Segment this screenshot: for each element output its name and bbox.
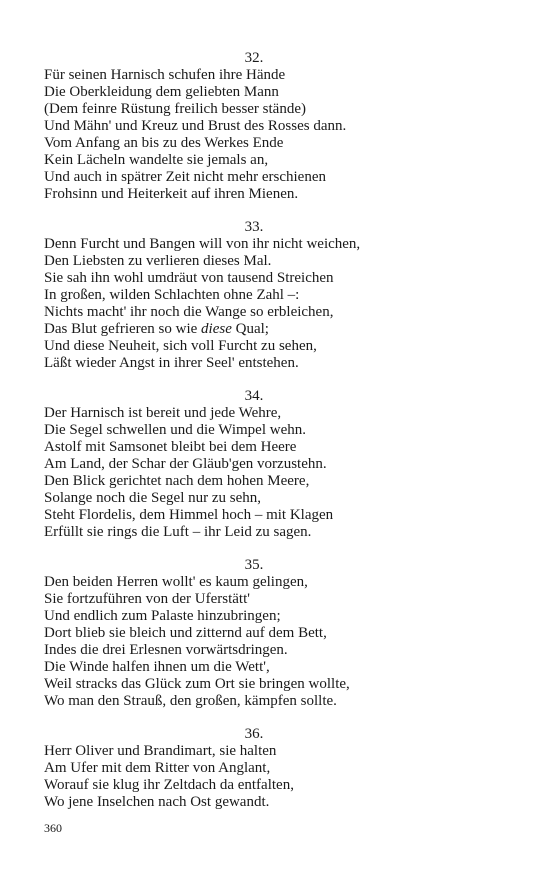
verse-line: Der Harnisch ist bereit und jede Wehre, [44, 405, 282, 421]
verse-line: Den beiden Herren wollt' es kaum gelingen, [44, 574, 308, 590]
stanza-36 [44, 726, 464, 811]
emphasized-word: diese [201, 321, 232, 337]
verse-line: Wo man den Strauß, den großen, kämpfen sollte. [44, 693, 337, 709]
verse-line: Worauf sie klug ihr Zeltdach da entfalten, [44, 777, 294, 793]
verse-line: Am Land, der Schar der Gläub'gen vorzustehn. [44, 456, 327, 472]
verse-line: Solange noch die Segel nur zu sehn, [44, 490, 262, 506]
verse-line: Indes die drei Erlesnen vorwärtsdringen. [44, 642, 288, 658]
stanza-32 [44, 50, 464, 203]
verse-line: Die Oberkleidung dem geliebten Mann [44, 84, 279, 100]
verse-line: Steht Flordelis, dem Himmel hoch – mit Klagen [44, 507, 334, 523]
verse-line: In großen, wilden Schlachten ohne Zahl –: [44, 287, 300, 303]
verse-line: Den Liebsten zu verlieren dieses Mal. [44, 253, 272, 269]
stanza-33 [44, 219, 464, 372]
page-body [44, 50, 464, 827]
verse-line-tail: Qual; [231, 321, 269, 337]
verse-line: Die Winde halfen ihnen um die Wett', [44, 659, 270, 675]
verse-line: Und endlich zum Palaste hinzubringen; [44, 608, 281, 624]
verse-line: Wo jene Inselchen nach Ost gewandt. [44, 794, 270, 810]
verse-line: Weil stracks das Glück zum Ort sie bringen wollte, [44, 676, 350, 692]
verse-line: Und Mähn' und Kreuz und Brust des Rosses dann. [44, 118, 347, 134]
verse-line-with-emphasis [44, 321, 464, 338]
stanza-number: 33. [244, 219, 264, 235]
page-number: 360 [44, 821, 62, 835]
verse-line: (Dem feinre Rüstung freilich besser stände) [44, 101, 306, 117]
verse-line: Denn Furcht und Bangen will von ihr nicht weichen, [44, 236, 361, 252]
verse-line: Dort blieb sie bleich und zitternd auf dem Bett, [44, 625, 327, 641]
verse-line: Am Ufer mit dem Ritter von Anglant, [44, 760, 271, 776]
stanza-number: 35. [244, 557, 264, 573]
verse-line: Läßt wieder Angst in ihrer Seel' entstehen. [44, 355, 299, 371]
stanza-number: 32. [244, 50, 264, 66]
verse-line: Frohsinn und Heiterkeit auf ihren Mienen. [44, 186, 299, 202]
verse-line: Astolf mit Samsonet bleibt bei dem Heere [44, 439, 297, 455]
stanza-number: 34. [244, 388, 264, 404]
verse-line: Vom Anfang an bis zu des Werkes Ende [44, 135, 284, 151]
stanza-34 [44, 388, 464, 541]
verse-line: Herr Oliver und Brandimart, sie halten [44, 743, 277, 759]
verse-line: Sie fortzuführen von der Uferstätt' [44, 591, 250, 607]
verse-line: Und auch in spätrer Zeit nicht mehr erschienen [44, 169, 326, 185]
verse-line: Sie sah ihn wohl umdräut von tausend Streichen [44, 270, 334, 286]
verse-line-head: Das Blut gefrieren so wie [44, 321, 198, 337]
stanza-number: 36. [244, 726, 264, 742]
verse-line: Und diese Neuheit, sich voll Furcht zu sehen, [44, 338, 317, 354]
verse-line: Für seinen Harnisch schufen ihre Hände [44, 67, 286, 83]
verse-line: Kein Lächeln wandelte sie jemals an, [44, 152, 269, 168]
verse-line: Die Segel schwellen und die Wimpel wehn. [44, 422, 306, 438]
verse-line: Nichts macht' ihr noch die Wange so erbleichen, [44, 304, 334, 320]
verse-line: Erfüllt sie rings die Luft – ihr Leid zu sagen. [44, 524, 312, 540]
stanza-35 [44, 557, 464, 710]
verse-line: Den Blick gerichtet nach dem hohen Meere, [44, 473, 310, 489]
